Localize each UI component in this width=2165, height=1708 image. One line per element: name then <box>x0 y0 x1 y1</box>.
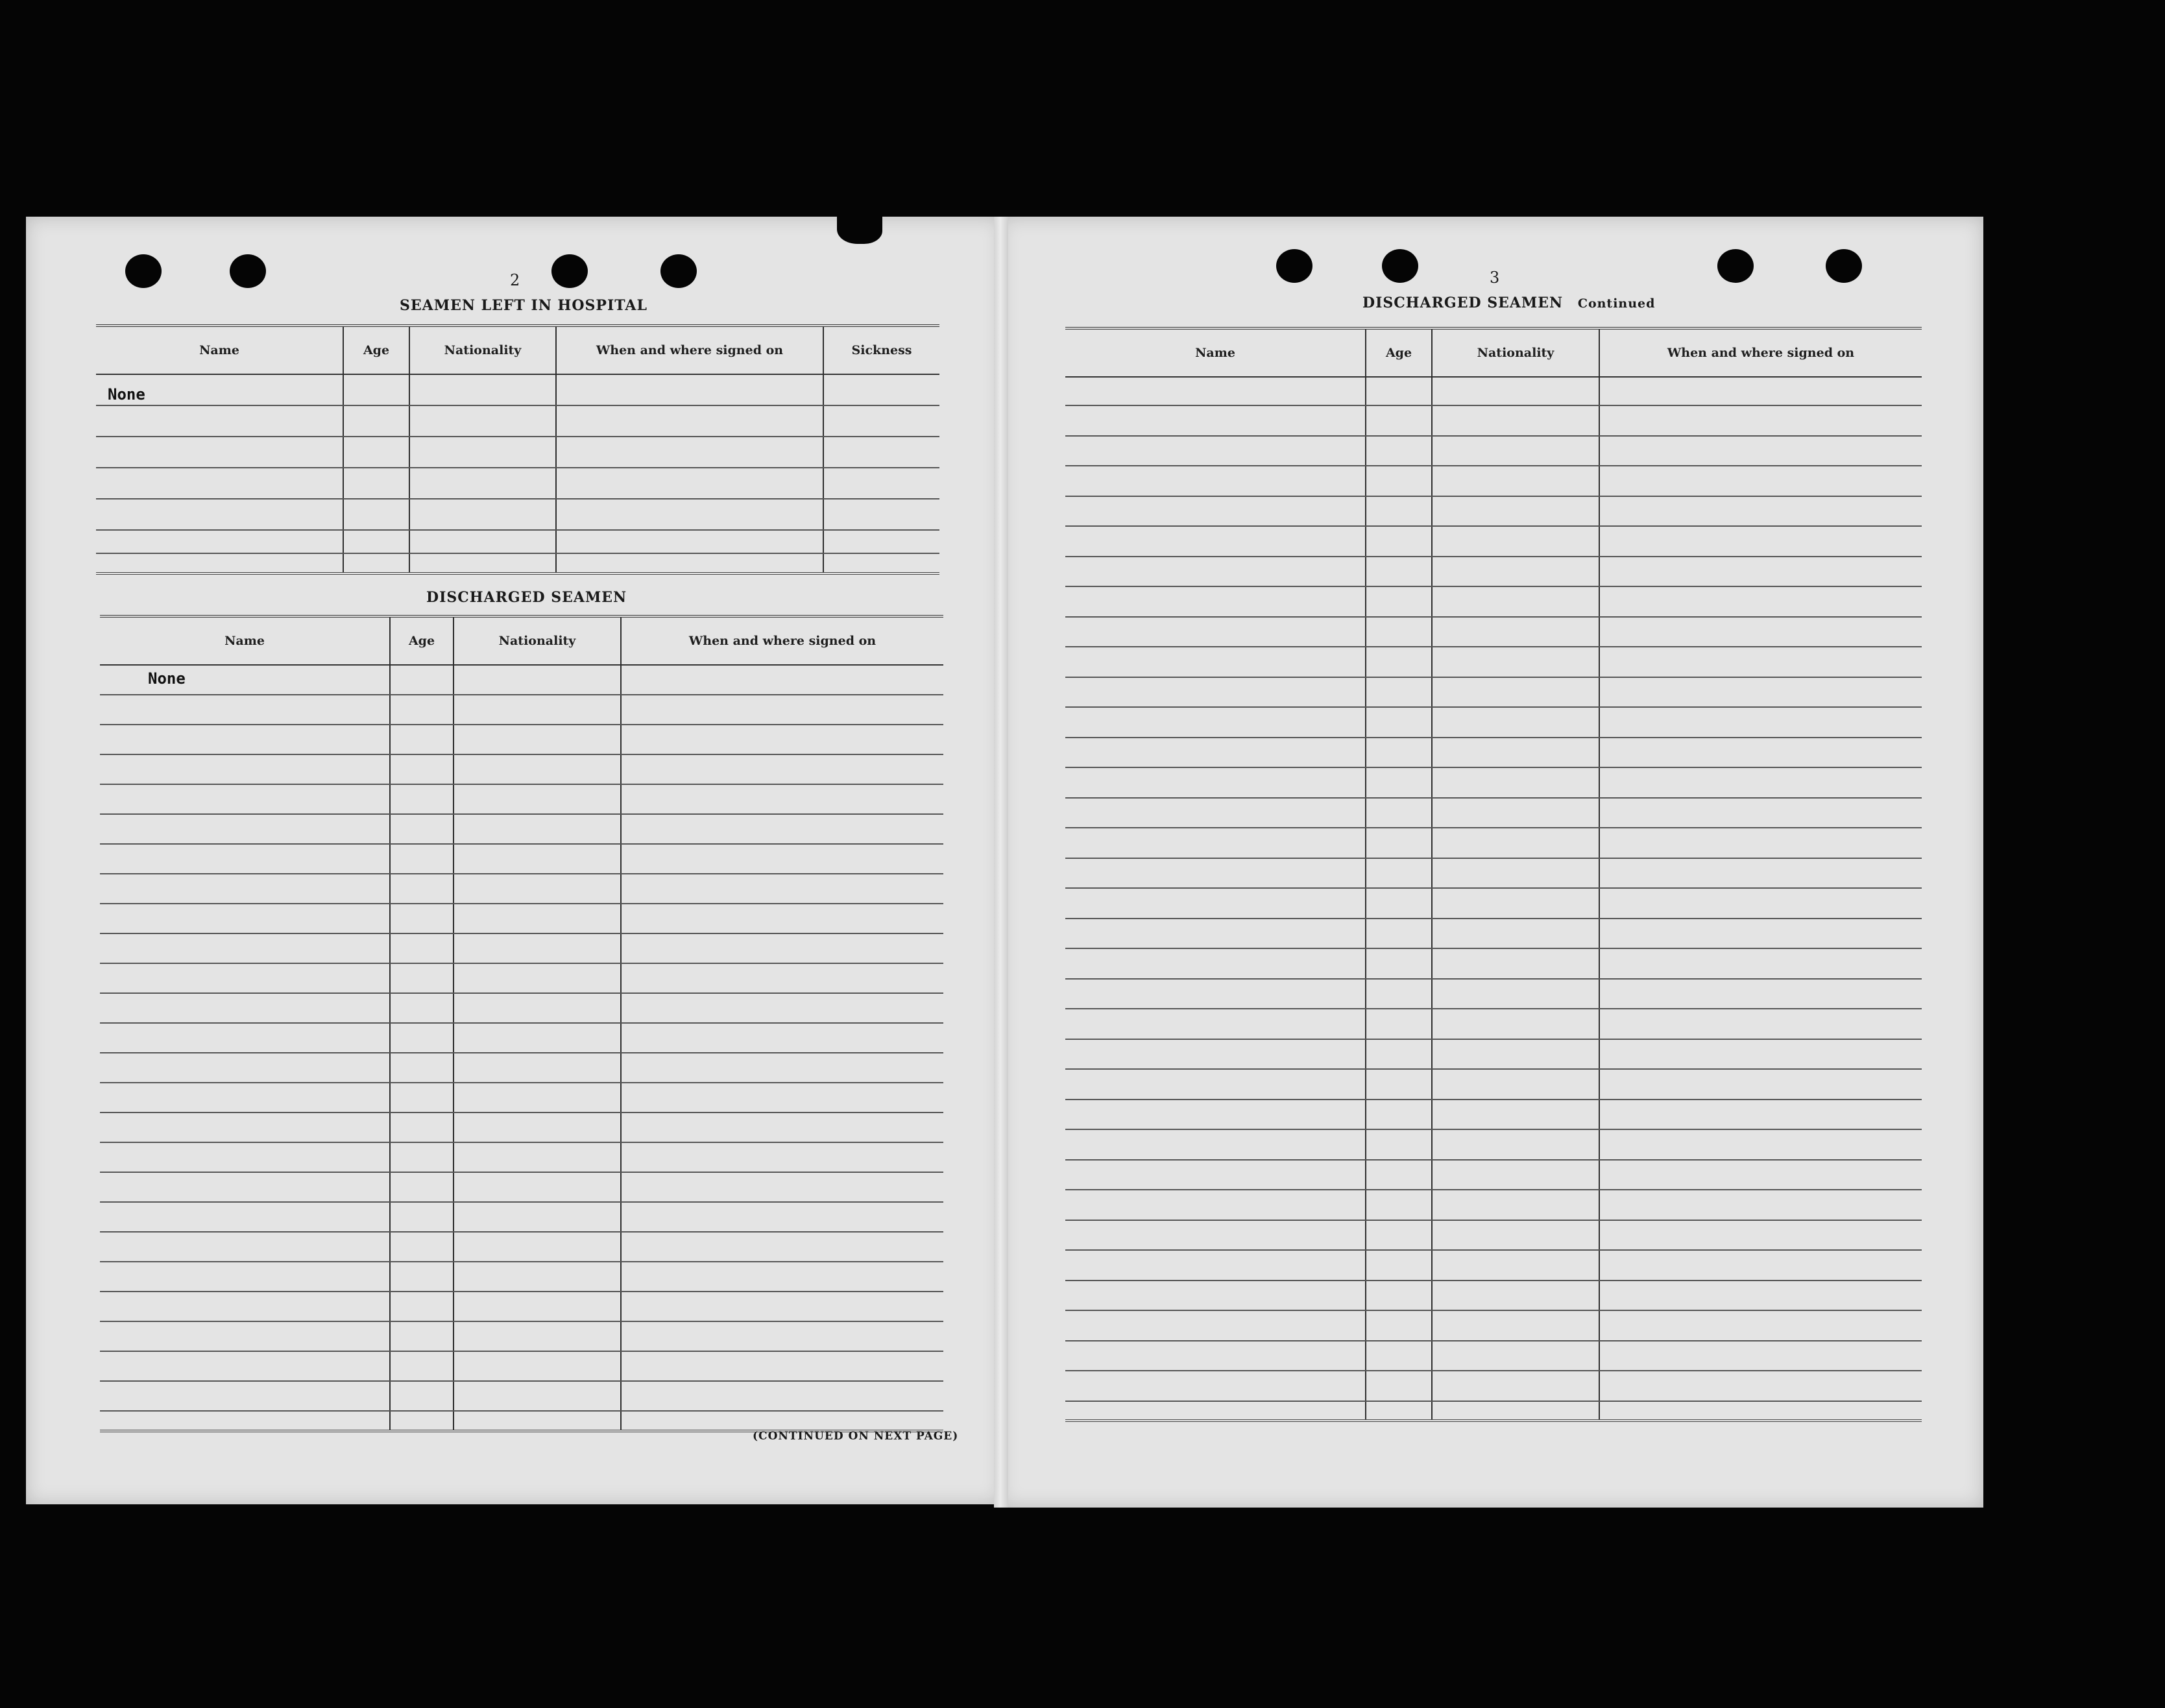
row-rule <box>96 467 939 468</box>
section-subtitle: Continued <box>1577 296 1656 311</box>
punch-hole <box>660 254 697 288</box>
row-rule <box>1065 1249 1922 1251</box>
row-rule <box>1065 556 1922 557</box>
row-rule <box>1065 1370 1922 1371</box>
row-rule <box>1065 1310 1922 1311</box>
row-rule <box>1065 525 1922 527</box>
column-header: Age <box>1385 346 1412 360</box>
column-header: Nationality <box>444 343 522 357</box>
punch-hole <box>1382 249 1418 283</box>
row-rule <box>1065 646 1922 647</box>
discharged-continued-table <box>1065 327 1922 1422</box>
row-rule <box>100 1082 943 1083</box>
row-rule <box>1065 1280 1922 1281</box>
row-rule <box>100 1261 943 1262</box>
column-divider <box>1431 330 1433 1419</box>
column-header: When and where signed on <box>1667 346 1855 360</box>
page-number: 2 <box>510 271 521 289</box>
row-rule <box>100 933 943 934</box>
column-header: Name <box>224 634 265 648</box>
punch-hole <box>1826 249 1862 283</box>
row-rule <box>96 553 939 554</box>
row-rule <box>1065 405 1922 406</box>
row-rule <box>1065 496 1922 497</box>
torn-notch <box>837 211 882 244</box>
hospital-entry: None <box>108 385 145 403</box>
page-fold <box>994 217 1008 1508</box>
punch-hole <box>230 254 266 288</box>
column-header: When and where signed on <box>596 343 784 357</box>
row-rule <box>100 873 943 874</box>
punch-hole <box>125 254 162 288</box>
column-divider <box>409 327 410 572</box>
row-rule <box>1065 616 1922 618</box>
discharged-table <box>100 615 943 1432</box>
row-rule <box>1065 948 1922 949</box>
column-divider <box>1365 330 1366 1419</box>
row-rule <box>1065 1039 1922 1040</box>
row-rule <box>1065 978 1922 980</box>
table-header <box>1065 330 1922 378</box>
column-divider <box>1599 330 1600 1419</box>
page-number: 3 <box>1490 269 1501 287</box>
row-rule <box>1065 677 1922 678</box>
row-rule <box>100 903 943 904</box>
row-rule <box>100 1351 943 1352</box>
row-rule <box>1065 1129 1922 1130</box>
row-rule <box>100 843 943 845</box>
row-rule <box>1065 858 1922 859</box>
hospital-section-title: SEAMEN LEFT IN HOSPITAL <box>400 297 647 314</box>
row-rule <box>100 813 943 815</box>
column-divider <box>343 327 344 572</box>
row-rule <box>100 992 943 994</box>
row-rule <box>1065 797 1922 799</box>
column-header: Sickness <box>851 343 912 357</box>
row-rule <box>100 1321 943 1322</box>
row-rule <box>100 1112 943 1113</box>
discharged-entry: None <box>148 669 186 688</box>
row-rule <box>96 405 939 406</box>
row-rule <box>1065 1220 1922 1221</box>
column-divider <box>555 327 557 572</box>
column-divider <box>389 618 391 1430</box>
row-rule <box>1065 1099 1922 1100</box>
section-title-text: DISCHARGED SEAMEN <box>1362 295 1564 311</box>
row-rule <box>1065 1189 1922 1190</box>
column-header: When and where signed on <box>688 634 877 648</box>
table-header <box>96 327 939 375</box>
row-rule <box>1065 1401 1922 1402</box>
column-divider <box>453 618 454 1430</box>
row-rule <box>100 1231 943 1233</box>
column-divider <box>620 618 622 1430</box>
row-rule <box>100 1052 943 1053</box>
row-rule <box>1065 435 1922 437</box>
row-rule <box>100 963 943 964</box>
column-header: Name <box>199 343 239 357</box>
column-header: Name <box>1195 346 1235 360</box>
column-divider <box>823 327 824 572</box>
column-header: Nationality <box>1477 346 1554 360</box>
row-rule <box>1065 827 1922 828</box>
punch-hole <box>1276 249 1312 283</box>
column-header: Age <box>408 634 435 648</box>
row-rule <box>100 1201 943 1203</box>
row-rule <box>96 529 939 531</box>
column-header: Nationality <box>498 634 576 648</box>
row-rule <box>1065 737 1922 738</box>
continued-section-title <box>1362 295 1655 311</box>
row-rule <box>100 1022 943 1024</box>
column-header: Age <box>363 343 390 357</box>
punch-hole <box>1717 249 1754 283</box>
row-rule <box>1065 1159 1922 1161</box>
row-rule <box>100 1410 943 1412</box>
row-rule <box>96 498 939 499</box>
row-rule <box>1065 887 1922 889</box>
punch-hole <box>551 254 588 288</box>
row-rule <box>100 694 943 695</box>
row-rule <box>1065 1008 1922 1009</box>
hospital-table <box>96 324 939 575</box>
row-rule <box>1065 706 1922 708</box>
row-rule <box>1065 918 1922 919</box>
row-rule <box>1065 1068 1922 1070</box>
row-rule <box>100 1291 943 1292</box>
row-rule <box>96 436 939 437</box>
row-rule <box>100 784 943 785</box>
discharged-section-title: DISCHARGED SEAMEN <box>426 589 627 606</box>
row-rule <box>1065 586 1922 587</box>
row-rule <box>100 1142 943 1143</box>
row-rule <box>1065 767 1922 768</box>
row-rule <box>100 724 943 725</box>
row-rule <box>100 1172 943 1173</box>
row-rule <box>1065 1340 1922 1341</box>
row-rule <box>100 1380 943 1382</box>
row-rule <box>1065 465 1922 466</box>
table-header <box>100 618 943 666</box>
continued-note: (CONTINUED ON NEXT PAGE) <box>753 1430 959 1443</box>
row-rule <box>100 754 943 755</box>
